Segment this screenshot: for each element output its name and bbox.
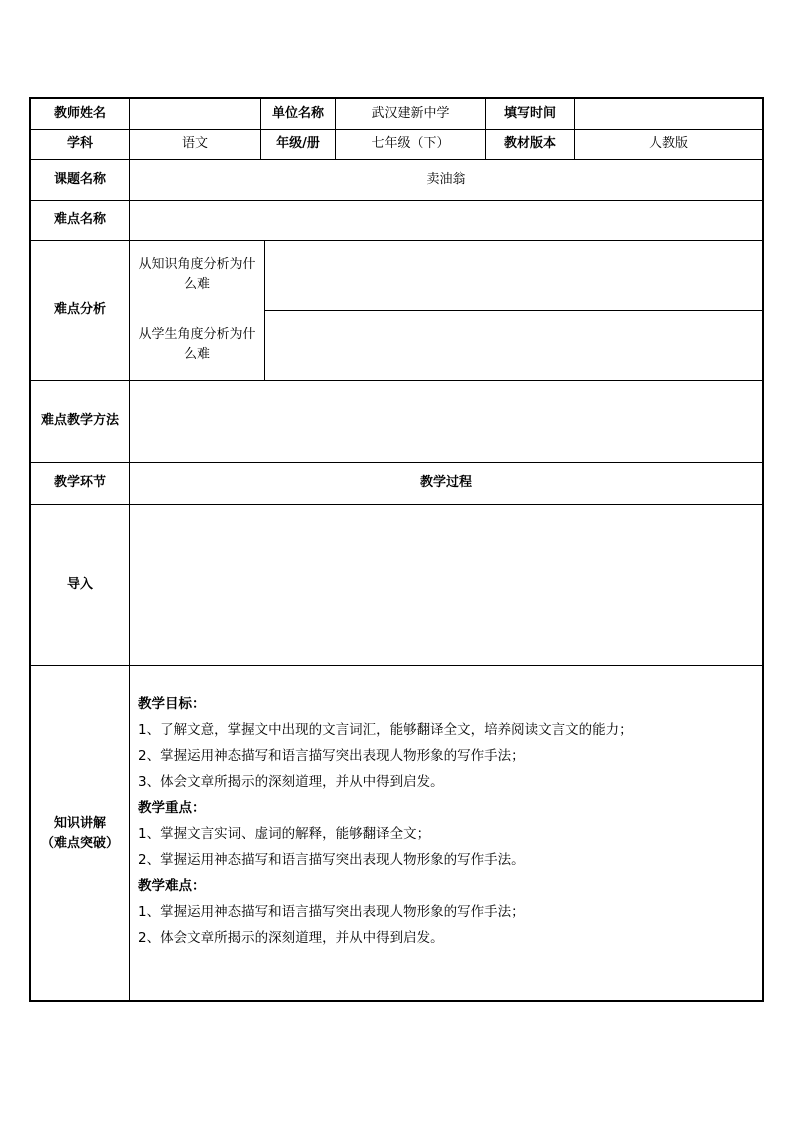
teacher-name-value[interactable] bbox=[130, 99, 260, 129]
difficulty-name-value[interactable] bbox=[130, 200, 762, 240]
fill-time-label: 填写时间 bbox=[503, 106, 556, 121]
textbook-value: 人教版 bbox=[648, 136, 688, 151]
lesson-plan-table bbox=[29, 97, 764, 1002]
knowledge-label-line1: 知识讲解 bbox=[53, 815, 106, 831]
knowledge-angle-label: 从知识角度分析为什么难 bbox=[138, 257, 256, 292]
lesson-title-label: 课题名称 bbox=[53, 171, 106, 187]
goal-item: 2、掌握运用神态描写和语言描写突出表现人物形象的写作手法； bbox=[138, 748, 525, 764]
difficulty-name-label: 难点名称 bbox=[53, 212, 106, 227]
lesson-title-value: 卖油翁 bbox=[426, 171, 466, 187]
teaching-stage-header: 教学环节 bbox=[53, 475, 106, 490]
knowledge-explanation-label bbox=[31, 665, 129, 1002]
goal-item: 1、了解文意，掌握文中出现的文言词汇，能够翻译全文，培养阅读文言文的能力； bbox=[138, 722, 633, 738]
difficulty-analysis-label: 难点分析 bbox=[53, 302, 106, 317]
goal-item: 3、体会文章所揭示的深刻道理，并从中得到启发。 bbox=[138, 774, 444, 790]
fill-time-value[interactable] bbox=[575, 99, 762, 129]
teaching-process-header: 教学过程 bbox=[419, 475, 472, 490]
subject-label: 学科 bbox=[66, 136, 93, 151]
grade-label: 年级/册 bbox=[276, 136, 320, 151]
focus-heading: 教学重点： bbox=[138, 800, 206, 816]
unit-label: 单位名称 bbox=[271, 106, 324, 121]
focus-item: 2、掌握运用神态描写和语言描写突出表现人物形象的写作手法。 bbox=[138, 852, 525, 868]
difficulty-item: 1、掌握运用神态描写和语言描写突出表现人物形象的写作手法； bbox=[138, 904, 525, 920]
difficulty-item: 2、体会文章所揭示的深刻道理，并从中得到启发。 bbox=[138, 930, 444, 946]
knowledge-label-line2: （难点突破） bbox=[40, 835, 119, 851]
grade-value: 七年级（下） bbox=[371, 136, 450, 151]
subject-value: 语文 bbox=[181, 136, 208, 151]
difficulty-heading: 教学难点： bbox=[138, 878, 206, 894]
teaching-method-label: 难点教学方法 bbox=[40, 413, 119, 428]
unit-value: 武汉建新中学 bbox=[371, 106, 450, 121]
student-angle-label: 从学生角度分析为什么难 bbox=[138, 327, 256, 362]
focus-item: 1、掌握文言实词、虚词的解释，能够翻译全文； bbox=[138, 826, 431, 842]
knowledge-content bbox=[138, 691, 758, 951]
intro-label: 导入 bbox=[66, 576, 93, 592]
teacher-name-label: 教师姓名 bbox=[53, 106, 106, 121]
textbook-label: 教材版本 bbox=[503, 136, 556, 151]
goals-heading: 教学目标： bbox=[138, 696, 206, 712]
